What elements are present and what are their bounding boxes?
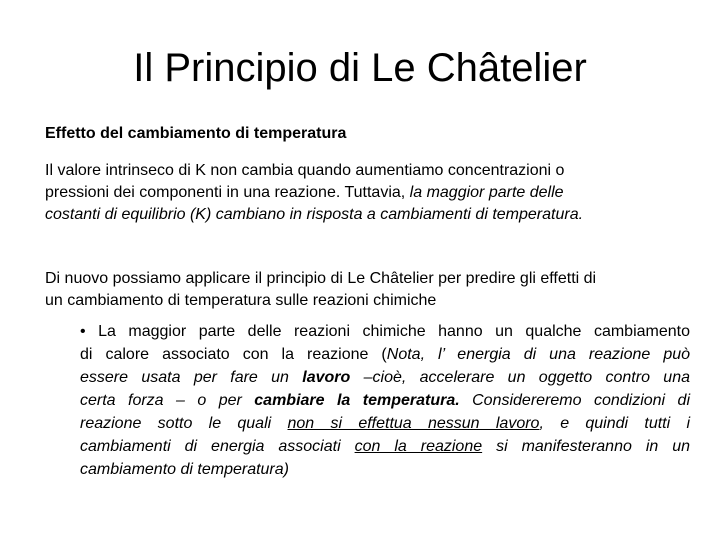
- bullet-text: essere usata per fare un: [80, 369, 303, 386]
- bullet-bold-text: lavoro: [302, 369, 351, 386]
- bullet-underlined-text: non si effettua nessun lavoro: [287, 415, 540, 432]
- paragraph-text: pressioni dei componenti in una reazione. Tuttavia,: [45, 184, 410, 201]
- bullet-line: [80, 389, 690, 412]
- bullet-text: Considereremo condizioni di: [459, 392, 691, 409]
- bullet-text: di calore associato con la reazione (: [80, 346, 387, 363]
- bullet-line: [80, 435, 690, 458]
- paragraph-italic-line: costanti di equilibrio (K) cambiano in risposta a cambiamenti di temperatura.: [45, 206, 584, 223]
- bullet-text: si manifesteranno in un: [482, 438, 691, 455]
- bullet-line: [80, 366, 690, 389]
- bullet-italic-text: Nota, l’ energia di una reazione può: [386, 346, 691, 363]
- bullet-text: reazione sotto le quali: [80, 415, 288, 432]
- paragraph-apply-principle: [45, 268, 705, 312]
- paragraph-line: [45, 182, 705, 204]
- bullet-text: La maggior parte delle reazioni chimiche hanno un qualche cambiamento: [98, 323, 690, 340]
- slide-title: Il Principio di Le Châtelier: [133, 46, 587, 90]
- paragraph-line: Di nuovo possiamo applicare il principio di Le Châtelier per predire gli effetti di: [45, 270, 597, 287]
- bullet-text: certa forza – o per: [80, 392, 255, 409]
- bullet-line: [80, 320, 690, 343]
- bullet-text: –cioè, accelerare un oggetto contro una: [350, 369, 690, 386]
- bullet-underlined-text: con la reazione: [354, 438, 483, 455]
- paragraph-italic-text: la maggior parte delle: [409, 184, 564, 201]
- bullet-marker: •: [80, 323, 86, 340]
- paragraph-line: Il valore intrinseco di K non cambia quando aumentiamo concentrazioni o: [45, 162, 565, 179]
- bullet-text: , e quindi tutti i: [539, 415, 691, 432]
- bullet-line: [80, 412, 690, 435]
- bullet-text: cambiamenti di energia associati: [80, 438, 355, 455]
- bullet-bold-text: cambiare la temperatura.: [254, 392, 460, 409]
- bullet-item: [80, 320, 690, 481]
- bullet-line: [80, 343, 690, 366]
- paragraph-k-constant: [45, 160, 705, 226]
- section-subtitle: Effetto del cambiamento di temperatura: [45, 125, 347, 142]
- bullet-line: cambiamento di temperatura): [80, 461, 289, 478]
- paragraph-line: un cambiamento di temperatura sulle reazioni chimiche: [45, 292, 437, 309]
